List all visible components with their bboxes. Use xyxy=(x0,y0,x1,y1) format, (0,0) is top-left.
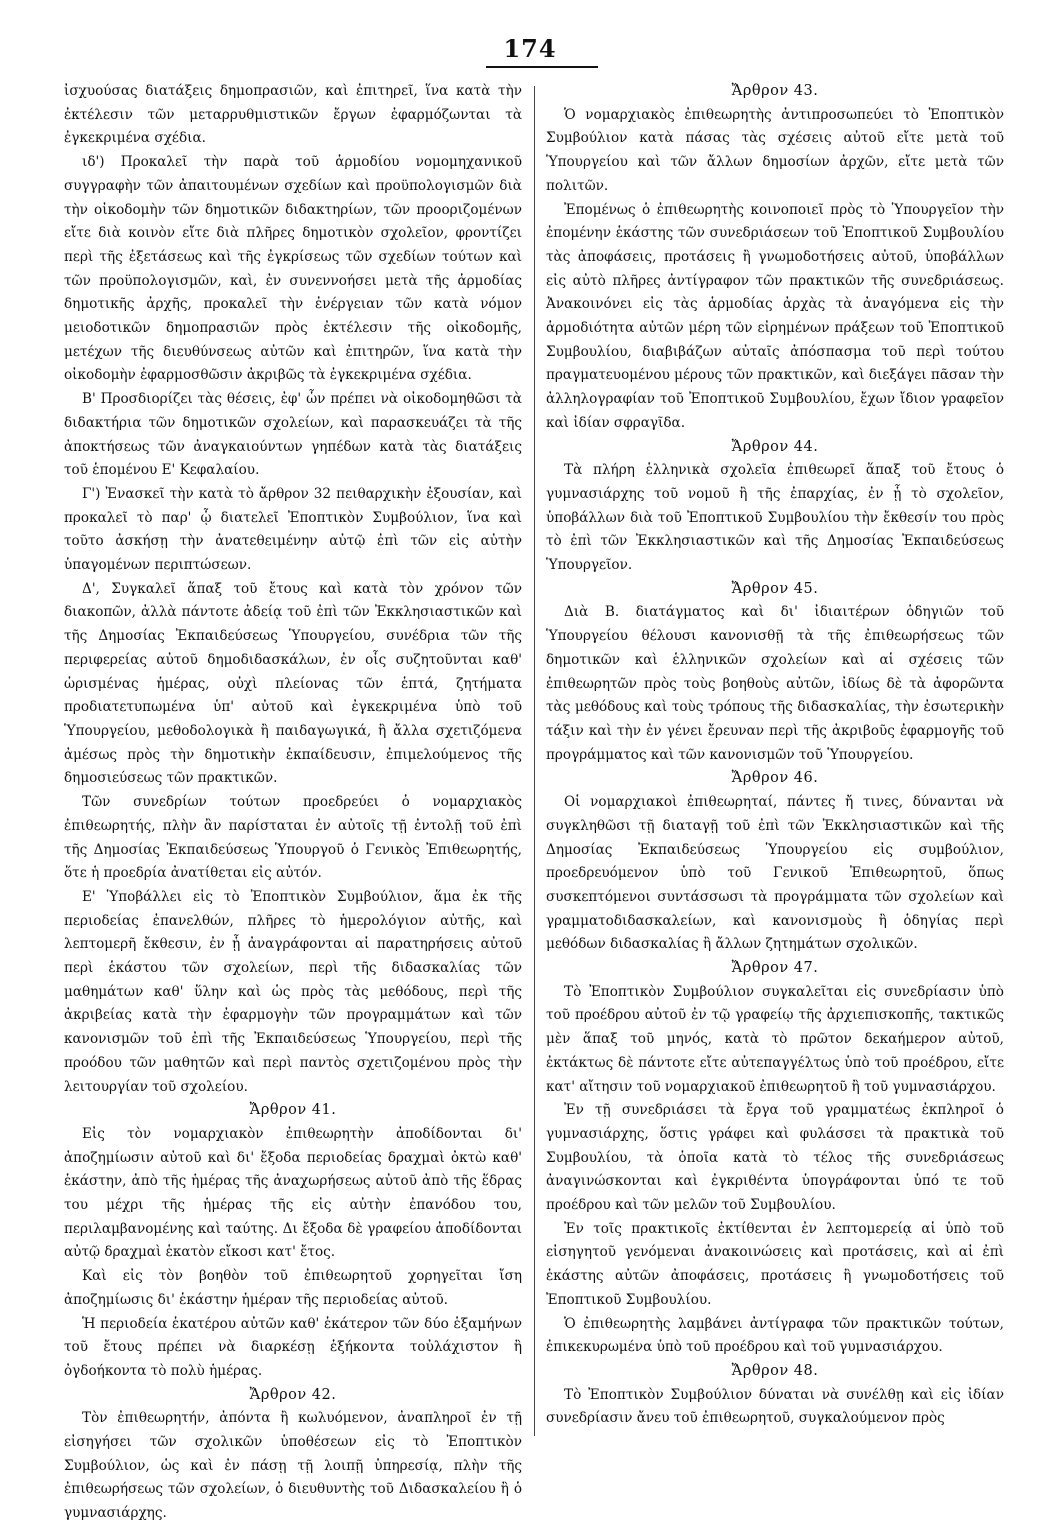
paragraph: Τὰ πλήρη ἑλληνικὰ σχολεῖα ἐπιθεωρεῖ ἅπαξ τοῦ ἔτους ὁ γυμνασιάρχης τοῦ νομοῦ ἢ τῆς ἐπαρχίας, ἐν ᾗ τὸ σχολεῖον, ὑποβάλλων διὰ τοῦ Ἐποπτικοῦ Συμβουλίου τὴν ἔκθεσίν του πρὸς τὸ ἐπὶ τῶν Ἐκκλησιαστικῶν καὶ τῆς Δημοσίας Ἐκπαιδεύσεως Ὑπουργεῖον. xyxy=(546,462,1004,574)
paragraph: Τὸ Ἐποπτικὸν Συμβούλιον δύναται νὰ συνέλθῃ καὶ εἰς ἰδίαν συνεδρίασιν ἄνευ τοῦ ἐπιθεωρητοῦ, συγκαλούμενον πρὸς xyxy=(546,1386,1004,1427)
paragraph: Εἰς τὸν νομαρχιακὸν ἐπιθεωρητὴν ἀποδίδονται δι' ἀποζημίωσιν αὐτοῦ καὶ δι' ἔξοδα περιοδείας δραχμαὶ ὀκτὼ καθ' ἑκάστην, ἀπὸ τῆς ἡμέρας τῆς ἀναχωρήσεως αὐτοῦ ἀπὸ τῆς ἕδρας του μέχρι τῆς ἡμέρας τῆς εἰς αὐτὴν ἐπανόδου του, περιλαμβανομένης καὶ ταύτης. Δι ἔξοδα δὲ γραφείου ἀποδίδονται αὐτῷ δραχμαὶ ἑκατὸν εἴκοσι κατ' ἔτος. xyxy=(64,1125,522,1261)
paragraph: ἰσχυούσας διατάξεις δημοπρασιῶν, καὶ ἐπιτηρεῖ, ἵνα κατὰ τὴν ἐκτέλεσιν τῶν μεταρρυθμιστικῶν ἔργων ἐφαρμόζωνται τὰ ἐγκεκριμένα σχέδια. xyxy=(64,83,522,147)
paragraph: Ἐν τῇ συνεδριάσει τὰ ἔργα τοῦ γραμματέως ἐκπληροῖ ὁ γυμνασιάρχης, ὅστις γράφει καὶ φυλάσσει τὰ πρακτικὰ τοῦ Συμβουλίου, τὰ ὁποῖα κατὰ τὸ τέλος τῆς συνεδριάσεως ἀναγινώσκονται καὶ ἐγκριθέντα ὑπογράφονται ὑπό τε τοῦ προέδρου καὶ τῶν μελῶν τοῦ Συμβουλίου. xyxy=(546,1102,1004,1214)
paragraph: Ἐπομένως ὁ ἐπιθεωρητὴς κοινοποιεῖ πρὸς τὸ Ὑπουργεῖον τὴν ἐπομένην ἑκάστης τῶν συνεδριάσεων τοῦ Ἐποπτικοῦ Συμβουλίου τὰς ἀποφάσεις, προτάσεις ἢ γνωμοδοτήσεις αὐτοῦ, ὑποβάλλων εἰς αὐτὸ πλῆρες ἀντίγραφον τῶν πρακτικῶν τῆς συνεδριάσεως. Ἀνακοινόνει εἰς τὰς ἁρμοδίας ἀρχὰς τὰ ἀναγόμενα εἰς τὴν ἁρμοδιότητα αὐτῶν μέρη τῶν εἰρημένων πράξεων τοῦ Ἐποπτικοῦ Συμβουλίου, διαβιβάζων αὐταῖς ἀπόσπασμα τοῦ περὶ τούτου πραγματευομένου μέρους τῶν πρακτικῶν, καὶ διεξάγει πᾶσαν τὴν ἀλληλογραφίαν τοῦ Ἐποπτικοῦ Συμβουλίου, ἔχων ἴδιον γραφεῖον καὶ ἰδίαν σφραγῖδα. xyxy=(546,201,1004,431)
paragraph: Τὸ Ἐποπτικὸν Συμβούλιον συγκαλεῖται εἰς συνεδρίασιν ὑπὸ τοῦ προέδρου αὐτοῦ ἐν τῷ γραφείῳ τῆς ἀρχιεπισκοπῆς, τακτικῶς μὲν ἅπαξ τοῦ μηνός, κατὰ τὸ πρῶτον δεκαήμερον αὐτοῦ, ἐκτάκτως δὲ πάντοτε εἴτε αὐτεπαγγέλτως ὑπὸ τοῦ προέδρου, εἴτε κατ' αἴτησιν τοῦ νομαρχιακοῦ ἐπιθεωρητοῦ ἢ τοῦ γυμνασιάρχου. xyxy=(546,983,1004,1095)
article-heading: Ἄρθρον 47. xyxy=(731,960,819,977)
page-number-rule xyxy=(486,66,598,68)
paragraph: Ἐν τοῖς πρακτικοῖς ἐκτίθενται ἐν λεπτομερείᾳ αἱ ὑπὸ τοῦ εἰσηγητοῦ γενόμεναι ἀνακοινώσεις καὶ προτάσεις, καὶ αἱ ἐπὶ ἑκάστης αὐτῶν ἀποφάσεις, προτάσεις ἢ γνωμοδοτήσεις τοῦ Ἐποπτικοῦ Συμβουλίου. xyxy=(546,1220,1004,1308)
paragraph: Τὸν ἐπιθεωρητήν, ἀπόντα ἢ κωλυόμενον, ἀναπληροῖ ἐν τῇ εἰσηγήσει τῶν σχολικῶν ὑποθέσεων εἰς τὸ Ἐποπτικὸν Συμβούλιον, ὡς καὶ ἐν πάσῃ τῇ λοιπῇ ὑπηρεσίᾳ, πλὴν τῆς ἐπιθεωρήσεως τῶν σχολείων, ὁ διευθυντὴς τοῦ Διδασκαλείου ἢ ὁ γυμνασιάρχης. xyxy=(64,1410,522,1522)
paragraph: Β' Προσδιορίζει τὰς θέσεις, ἐφ' ὧν πρέπει νὰ οἰκοδομηθῶσι τὰ διδακτήρια τῶν δημοτικῶν σχολείων, καὶ παρασκευάζει τὰ τῆς ἀποκτήσεως τῶν ἀναγκαιούντων γηπέδων κατὰ τὰς διατάξεις τοῦ ἑπομένου Ε' Κεφαλαίου. xyxy=(64,391,522,479)
right-column xyxy=(546,80,1004,1431)
article-heading: Ἄρθρον 42. xyxy=(249,1386,337,1403)
paragraph: Καὶ εἰς τὸν βοηθὸν τοῦ ἐπιθεωρητοῦ χορηγεῖται ἴση ἀποζημίωσις δι' ἑκάστην ἡμέραν τῆς περιοδείας αὐτοῦ. xyxy=(64,1268,522,1308)
article-heading: Ἄρθρον 46. xyxy=(731,770,819,787)
article-heading: Ἄρθρον 43. xyxy=(731,83,819,99)
column-divider xyxy=(534,86,535,1436)
paragraph: Ε' Ὑποβάλλει εἰς τὸ Ἐποπτικὸν Συμβούλιον, ἅμα ἐκ τῆς περιοδείας ἐπανελθών, πλῆρες τὸ ἡμερολόγιον αὐτῆς, καὶ λεπτομερῆ ἔκθεσιν, ἐν ᾗ ἀναγράφονται αἱ παρατηρήσεις αὐτοῦ περὶ ἑκάστου τῶν σχολείων, περὶ τῆς διδασκαλίας τῶν μαθημάτων καθ' ὕλην καὶ ὡς πρὸς τὰς μεθόδους, περὶ τῆς ἀκριβείας κατὰ τὴν ἐφαρμογὴν τῶν προγραμμάτων καὶ τῶν κανονισμῶν τοῦ ἐπὶ τῆς Ἐκπαιδεύσεως Ὑπουργείου, περὶ τῆς προόδου τῶν μαθητῶν καὶ περὶ παντὸς σχετιζομένου πρὸς τὴν λειτουργίαν τοῦ σχολείου. xyxy=(64,888,522,1095)
paragraph: Τῶν συνεδρίων τούτων προεδρεύει ὁ νομαρχιακὸς ἐπιθεωρητής, πλὴν ἂν παρίσταται ἐν αὐτοῖς τῇ ἐντολῇ τοῦ ἐπὶ τῆς Δημοσίας Ἐκπαιδεύσεως Ὑπουργοῦ ὁ Γενικὸς Ἐπιθεωρητής, ὅτε ἡ προεδρία ἀνατίθεται εἰς αὐτόν. xyxy=(64,794,522,882)
paragraph: Ὁ ἐπιθεωρητὴς λαμβάνει ἀντίγραφα τῶν πρακτικῶν τούτων, ἐπικεκυρωμένα ὑπὸ τοῦ προέδρου καὶ τοῦ γυμνασιάρχου. xyxy=(546,1315,1004,1356)
article-heading: Ἄρθρον 41. xyxy=(249,1102,337,1119)
paragraph: ιδ') Προκαλεῖ τὴν παρὰ τοῦ ἁρμοδίου νομομηχανικοῦ συγγραφὴν τῶν ἀπαιτουμένων σχεδίων καὶ προϋπολογισμῶν διὰ τὴν οἰκοδομὴν τῶν δημοτικῶν διδακτηρίων, τῶν προοριζομένων εἴτε διὰ κοινὸν εἴτε διὰ πλῆρες δημοτικὸν σχολεῖον, φροντίζει περὶ τῆς ἐξετάσεως καὶ τῆς ἐγκρίσεως τῶν σχεδίων τούτων καὶ τῶν προϋπολογισμῶν, καὶ, ἐν συνεννοήσει μετὰ τῆς ἁρμοδίας δημοτικῆς ἀρχῆς, προκαλεῖ τὴν ἐνέργειαν τῶν κατὰ νόμον μειοδοτικῶν δημοπρασιῶν πρὸς ἐκτέλεσιν τῆς οἰκοδομῆς, μετέχων τῆς διευθύνσεως αὐτῶν καὶ ἐπιτηρῶν, ἵνα κατὰ τὴν οἰκοδομὴν ἐφαρμοσθῶσιν ἀκριβῶς τὰ ἐγκεκριμένα σχέδια. xyxy=(64,154,522,384)
paragraph: Διὰ Β. διατάγματος καὶ δι' ἰδιαιτέρων ὁδηγιῶν τοῦ Ὑπουργείου θέλουσι κανονισθῇ τὰ τῆς ἐπιθεωρήσεως τῶν δημοτικῶν καὶ ἑλληνικῶν σχολείων καὶ αἱ σχέσεις τῶν ἐπιθεωρητῶν πρὸς τοὺς βοηθοὺς αὐτῶν, ἰδίως δὲ τὰ ἀφορῶντα τὰς μεθόδους καὶ τοὺς τρόπους τῆς διδασκαλίας, τὴν ἐσωτερικὴν τάξιν καὶ τὴν ἐν γένει ἔρευναν περὶ τῆς ἀκριβοῦς ἐφαρμογῆς τοῦ προγράμματος καὶ τῶν κανονισμῶν τοῦ Ὑπουργείου. xyxy=(546,604,1004,763)
article-heading: Ἄρθρον 48. xyxy=(731,1362,819,1379)
paragraph: Δ', Συγκαλεῖ ἅπαξ τοῦ ἔτους καὶ κατὰ τὸν χρόνον τῶν διακοπῶν, ἀλλὰ πάντοτε ἀδείᾳ τοῦ ἐπὶ τῶν Ἐκκλησιαστικῶν καὶ τῆς Δημοσίας Ἐκπαιδεύσεως Ὑπουργείου, συνέδρια τῶν τῆς περιφερείας αὐτοῦ δημοδιδασκάλων, ἐν οἷς συζητοῦνται καθ' ὡρισμένας ἡμέρας, οὐχὶ πλείονας τῶν ἑπτά, ζητήματα προδιατετυπωμένα ὑπ' αὐτοῦ καὶ ἐγκεκριμένα ὑπὸ τοῦ Ὑπουργείου, μεθοδολογικὰ ἢ παιδαγωγικά, ἢ ἄλλα σχετιζόμενα ἀμέσως πρὸς τὴν δημοτικὴν ἐκπαίδευσιν, ἐπιμελούμενος τῆς δημοσιεύσεως τῶν πρακτικῶν. xyxy=(64,580,522,787)
paragraph: Ἡ περιοδεία ἑκατέρου αὐτῶν καθ' ἑκάτερον τῶν δύο ἑξαμήνων τοῦ ἔτους πρέπει νὰ διαρκέσῃ ἑξήκοντα τοὐλάχιστον ἢ ὀγδοήκοντα τὸ πολὺ ἡμέρας. xyxy=(64,1315,522,1379)
paragraph: Γ') Ἐνασκεῖ τὴν κατὰ τὸ ἄρθρον 32 πειθαρχικὴν ἐξουσίαν, καὶ προκαλεῖ τὸ παρ' ᾧ διατελεῖ Ἐποπτικὸν Συμβούλιον, ἵνα καὶ τοῦτο ἀσκήσῃ τὴν ἀνατεθειμένην αὐτῷ ἐπὶ τῶν εἰς αὐτὴν ὑπαγομένων περιπτώσεων. xyxy=(64,485,522,574)
article-heading: Ἄρθρον 44. xyxy=(731,438,819,455)
paragraph: Ὁ νομαρχιακὸς ἐπιθεωρητὴς ἀντιπροσωπεύει τὸ Ἐποπτικὸν Συμβούλιον κατὰ πάσας τὰς σχέσεις αὐτοῦ εἴτε μετὰ τοῦ Ὑπουργείου καὶ τῶν ἄλλων δημοσίων ἀρχῶν, εἴτε μετὰ τῶν πολιτῶν. xyxy=(546,106,1004,194)
paragraph: Οἱ νομαρχιακοὶ ἐπιθεωρηταί, πάντες ἤ τινες, δύνανται νὰ συγκληθῶσι τῇ διαταγῇ τοῦ ἐπὶ τῶν Ἐκκλησιαστικῶν καὶ τῆς Δημοσίας Ἐκπαιδεύσεως Ὑπουργείου εἰς συμβούλιον, προεδρευόμενον ὑπὸ τοῦ Γενικοῦ Ἐπιθεωρητοῦ, ὅπως συσκεπτόμενοι συντάσσωσι τὰ προγράμματα τῶν σχολείων καὶ γραμματοδιδασκαλείων, καὶ κανονισμοὺς ἢ ὁδηγίας περὶ μεθόδων διδασκαλίας ἢ ἄλλων ζητημάτων σχολικῶν. xyxy=(546,794,1004,953)
article-heading: Ἄρθρον 45. xyxy=(731,580,819,597)
page-number: 174 xyxy=(503,34,557,63)
left-column xyxy=(64,80,522,1526)
